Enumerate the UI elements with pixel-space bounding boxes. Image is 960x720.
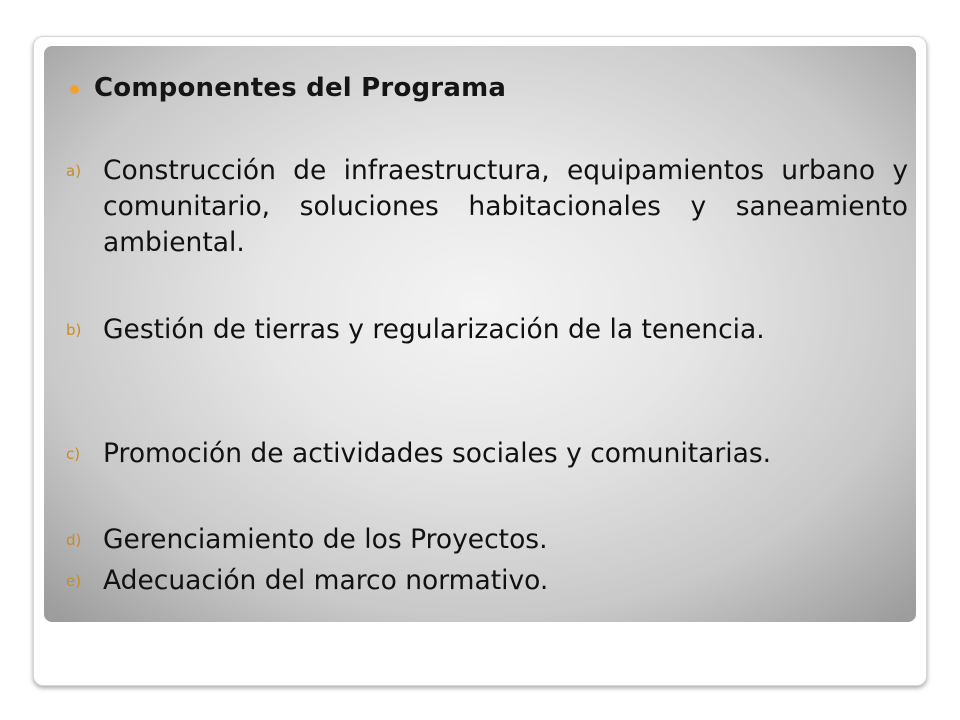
list-marker: e) bbox=[66, 572, 82, 590]
slide-heading: Componentes del Programa bbox=[94, 73, 507, 103]
list-item-text: Gestión de tierras y regularización de la tenencia. bbox=[103, 314, 765, 345]
list-item-text: Adecuación del marco normativo. bbox=[103, 565, 549, 596]
list-marker: a) bbox=[66, 162, 82, 180]
list-marker: d) bbox=[66, 531, 82, 549]
heading-row bbox=[70, 70, 506, 106]
list-item-c bbox=[66, 436, 908, 472]
bullet-dot-icon bbox=[70, 85, 79, 94]
list-marker: b) bbox=[66, 321, 82, 339]
list-marker: c) bbox=[66, 445, 81, 463]
list-item-e bbox=[66, 563, 908, 599]
list-item-b bbox=[66, 312, 908, 348]
list-item-text: Promoción de actividades sociales y comunitarias. bbox=[103, 438, 772, 469]
list-item-text: Gerenciamiento de los Proyectos. bbox=[103, 524, 548, 555]
list-item-text: Construcción de infraestructura, equipamientos urbano y comunitario, soluciones habitacionales y saneamiento ambiental. bbox=[103, 155, 908, 258]
list-item-d bbox=[66, 522, 908, 558]
list-item-a bbox=[66, 153, 908, 261]
